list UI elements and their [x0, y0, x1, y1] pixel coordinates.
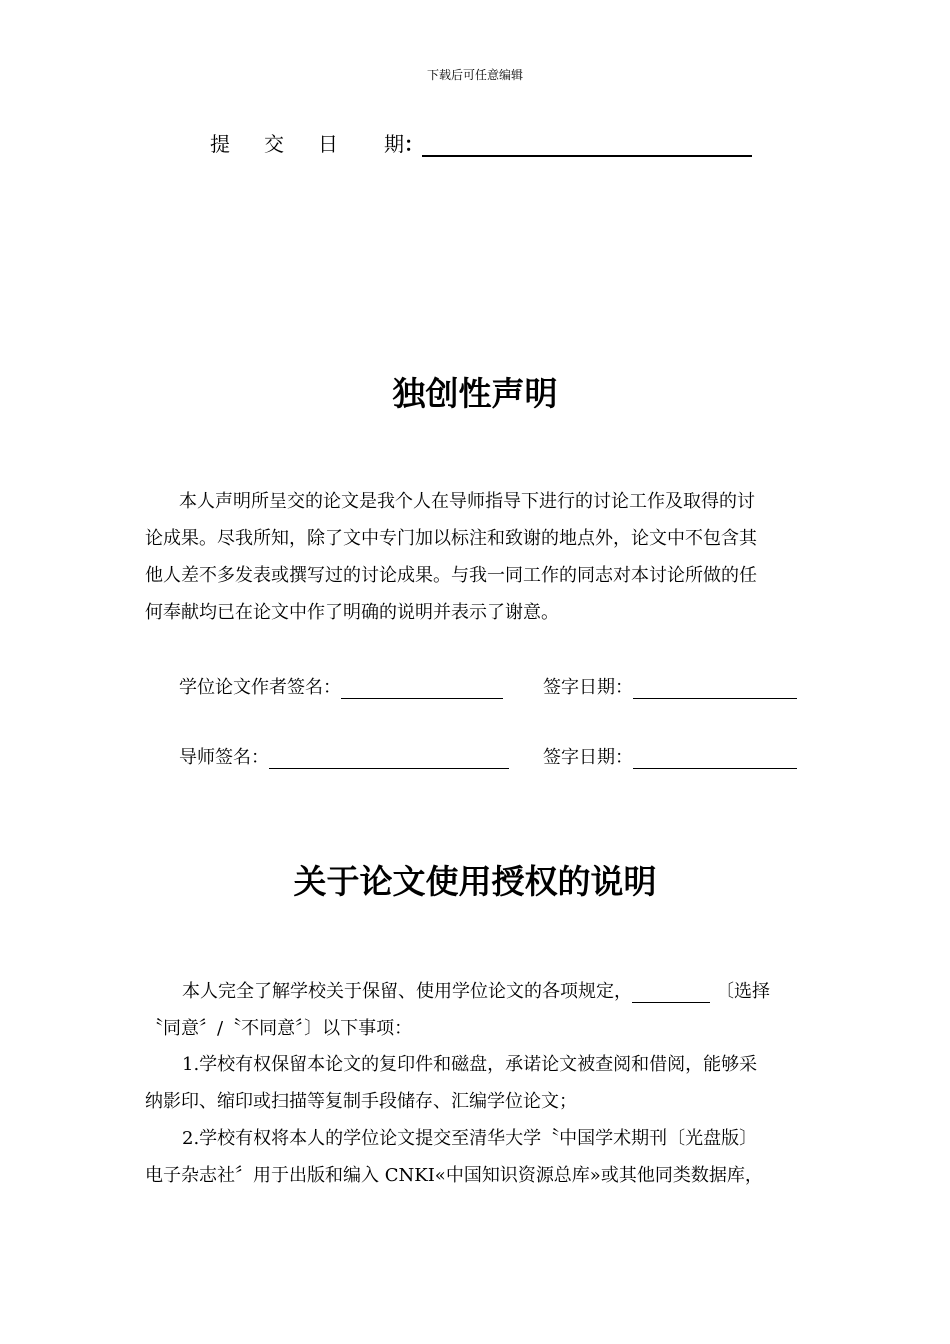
advisor-signature-label: 导师签名：	[179, 747, 269, 768]
authorization-item-2-line-1: 2.学校有权将本人的学位论文提交至清华大学〝中国学术期刊〔光盘版〕	[182, 1128, 758, 1149]
authorization-title: 关于论文使用授权的说明	[293, 862, 657, 901]
advisor-signature-field[interactable]	[269, 748, 509, 769]
declaration-line-2: 论成果。尽我所知，除了文中专门加以标注和致谢的地点外，论文中不包含其	[145, 528, 757, 549]
submit-date-label-end: 期	[384, 132, 404, 156]
submit-date-label: 提交日	[210, 132, 372, 156]
advisor-signature-row	[179, 743, 509, 769]
authorization-line-2: 〝同意〞/〝不同意〞〕以下事项：	[145, 1018, 413, 1039]
authorization-line-1	[182, 977, 770, 1003]
authorization-item-1-line-2: 纳影印、缩印或扫描等复制手段储存、汇编学位论文；	[145, 1091, 577, 1112]
sign-date-label-2: 签字日期：	[543, 747, 633, 768]
declaration-line-1: 本人声明所呈交的论文是我个人在导师指导下进行的讨论工作及取得的讨	[179, 491, 755, 512]
authorization-choice-field[interactable]	[632, 982, 710, 1003]
sign-date-field-1[interactable]	[633, 678, 797, 699]
declaration-title: 独创性声明	[392, 374, 558, 413]
author-signature-label: 学位论文作者签名：	[179, 677, 341, 698]
author-signature-row	[179, 673, 503, 699]
submit-date-colon: ：	[404, 132, 424, 156]
sign-date-row-2	[543, 743, 797, 769]
declaration-line-4: 何奉献均已在论文中作了明确的说明并表示了谢意。	[145, 602, 559, 623]
authorization-line-1-text: 本人完全了解学校关于保留、使用学位论文的各项规定，	[182, 981, 632, 1002]
submit-date-row	[210, 128, 752, 157]
authorization-item-2-line-2: 电子杂志社〞用于出版和编入 CNKI«中国知识资源总库»或其他同类数据库，	[145, 1165, 763, 1186]
authorization-item-1-line-1: 1.学校有权保留本论文的复印件和磁盘，承诺论文被查阅和借阅，能够采	[182, 1054, 758, 1075]
header-note: 下载后可任意编辑	[426, 68, 523, 82]
author-signature-field[interactable]	[341, 678, 503, 699]
declaration-line-3: 他人差不多发表或撰写过的讨论成果。与我一同工作的同志对本讨论所做的任	[145, 565, 757, 586]
submit-date-blank[interactable]	[422, 135, 752, 157]
sign-date-label-1: 签字日期：	[543, 677, 633, 698]
sign-date-row-1	[543, 673, 797, 699]
authorization-line-1-after: 〔选择	[716, 981, 770, 1002]
sign-date-field-2[interactable]	[633, 748, 797, 769]
